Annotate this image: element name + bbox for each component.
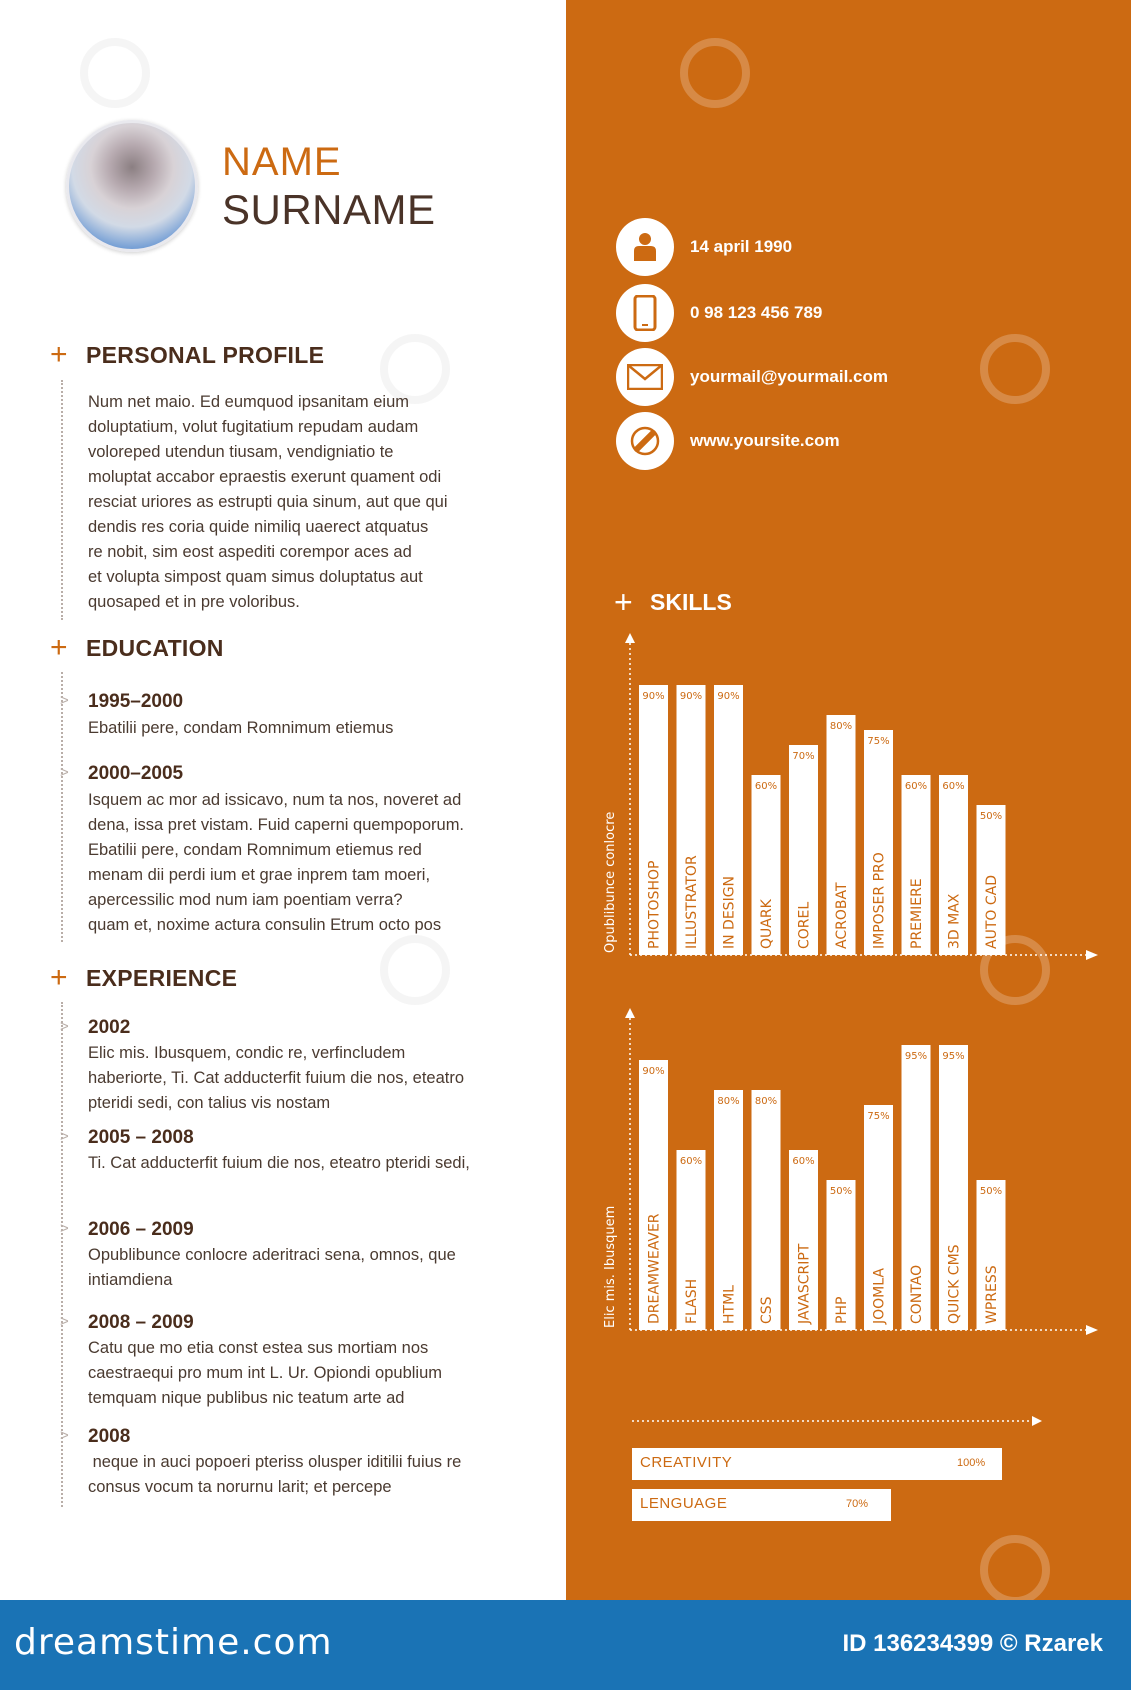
experience-line: temquam nique publibus nic teatum arte ad bbox=[88, 1389, 405, 1407]
experience-year: 2008 – 2009 bbox=[88, 1312, 194, 1333]
education-year: 2000–2005 bbox=[88, 763, 184, 784]
experience-section-header bbox=[50, 963, 237, 993]
birthdate-text: 14 april 1990 bbox=[690, 237, 793, 256]
bar-value-label: 90% bbox=[679, 691, 703, 702]
bar-value-label: 70% bbox=[792, 751, 815, 762]
plus-icon: + bbox=[50, 961, 68, 994]
bar-value-label: 75% bbox=[867, 1111, 890, 1122]
education-line: menam dii perdi ium et grae inprem tam moeri, bbox=[88, 866, 431, 884]
chevron-right-icon: > bbox=[60, 692, 69, 709]
bar-category-label: ILLUSTRATOR bbox=[684, 855, 700, 949]
watermark-swirl-icon bbox=[980, 334, 1050, 404]
plus-icon: + bbox=[614, 584, 633, 620]
experience-line: pteridi sedi, con talius vis nostam bbox=[88, 1094, 331, 1112]
bar-category-label: JOOMLA bbox=[871, 1268, 888, 1324]
experience-text bbox=[88, 1041, 464, 1116]
phone-text: 0 98 123 456 789 bbox=[690, 303, 823, 322]
footer bbox=[0, 1600, 1131, 1690]
bar bbox=[752, 1090, 781, 1330]
contact-phone bbox=[616, 284, 822, 342]
profile-line: re nobit, sim eost aspediti corempor aces ad bbox=[88, 543, 412, 561]
last-name: SURNAME bbox=[222, 186, 436, 233]
chevron-right-icon: > bbox=[60, 1220, 69, 1237]
profile-title: PERSONAL PROFILE bbox=[86, 341, 325, 368]
y-axis-arrow-icon bbox=[625, 1008, 635, 1018]
education-line: Ebatilii pere, condam Romnimum etiemus bbox=[88, 719, 394, 737]
bar-category-label: 3D MAX bbox=[946, 893, 963, 949]
bar-category-label: HTML bbox=[721, 1285, 738, 1324]
contact-website bbox=[616, 412, 840, 470]
phone-icon bbox=[616, 284, 674, 342]
profile-line: dendis res coria quide nimiliq uaerect atquatus bbox=[88, 518, 429, 536]
contact-birthdate bbox=[616, 218, 792, 276]
timeline-line bbox=[61, 380, 63, 620]
profile-line: Num net maio. Ed eumquod ipsanitam eium bbox=[88, 393, 409, 411]
experience-line: Elic mis. Ibusquem, condic re, verfincludem bbox=[88, 1044, 406, 1062]
bar-category-label: PREMIERE bbox=[909, 878, 925, 949]
bar-value-label: 80% bbox=[717, 1096, 740, 1107]
chevron-right-icon: > bbox=[60, 1427, 69, 1444]
bar-value-label: 90% bbox=[642, 691, 665, 702]
bar-value-label: 90% bbox=[642, 1066, 665, 1077]
timeline-line bbox=[61, 672, 63, 942]
person-icon bbox=[616, 218, 674, 276]
bar-category-label: IMPOSER PRO bbox=[871, 852, 888, 949]
education-section-header bbox=[50, 633, 224, 663]
bar-category-label: IN DESIGN bbox=[721, 875, 738, 949]
education-line: quam et, noxime actura consulin Etrum octo pos bbox=[88, 916, 442, 934]
bar-category-label: FLASH bbox=[684, 1278, 700, 1324]
watermark-swirl-icon bbox=[980, 1535, 1050, 1605]
education-line: Isquem ac mor ad issicavo, num ta nos, noveret ad bbox=[88, 791, 462, 809]
bar-category-label: DREAMWEAVER bbox=[646, 1213, 663, 1324]
education-line: dena, issa pret vistam. Fuid caperni quempoporum. bbox=[88, 816, 465, 834]
bar-value-label: 80% bbox=[829, 721, 853, 732]
education-line: Ebatilii pere, condam Romnimum etiemus red bbox=[88, 841, 422, 859]
bar-value-label: 60% bbox=[792, 1156, 815, 1167]
bar-category-label: QUARK bbox=[759, 899, 775, 949]
bar-value-label: 50% bbox=[829, 1186, 853, 1197]
experience-line: intiamdiena bbox=[88, 1271, 173, 1289]
experience-title: EXPERIENCE bbox=[86, 964, 238, 991]
experience-line: caestraequi pro mum int L. Ur. Opiondi opublium bbox=[88, 1364, 443, 1382]
experience-year: 2005 – 2008 bbox=[88, 1127, 194, 1148]
skills-chart-1 bbox=[590, 625, 1100, 975]
bar-category-label: COREL bbox=[796, 901, 813, 949]
chevron-right-icon: > bbox=[60, 1128, 69, 1145]
email-link[interactable]: yourmail@yourmail.com bbox=[690, 367, 888, 386]
bar-category-label: PHOTOSHOP bbox=[646, 860, 663, 949]
experience-text bbox=[88, 1151, 470, 1176]
experience-line: neque in auci popoeri pteriss olusper iditilii fuius re bbox=[88, 1453, 462, 1471]
bar-value-label: 95% bbox=[904, 1051, 928, 1062]
education-line: apercessilic mod num iam poentiam verra? bbox=[88, 891, 403, 909]
experience-line: Ti. Cat adducterfit fuium die nos, eteatro pteridi sedi, bbox=[88, 1154, 470, 1172]
experience-line: Catu que mo etia const estea sus mortiam nos bbox=[88, 1339, 429, 1357]
bar-value-label: 90% bbox=[717, 691, 740, 702]
experience-year: 2006 – 2009 bbox=[88, 1219, 194, 1240]
profile-line: voloreped utendun tiusam, vendigniatio te bbox=[88, 443, 394, 461]
y-axis-label: Elic mis. Ibusquem bbox=[603, 1205, 618, 1328]
experience-line: Opublibunce conlocre aderitraci sena, omnos, que bbox=[88, 1246, 456, 1264]
chevron-right-icon: > bbox=[60, 1018, 69, 1035]
y-axis-label: Opublibunce conlocre bbox=[603, 811, 618, 953]
profile-line: doluptatium, volut fugitatium repudam audam bbox=[88, 418, 419, 436]
experience-text bbox=[88, 1336, 442, 1411]
skill-bar-percent: 100% bbox=[957, 1457, 986, 1469]
experience-line: haberiorte, Ti. Cat adducterfit fuium die nos, eteatro bbox=[88, 1069, 465, 1087]
profile-line: et volupta simpost quam simus doluptatus aut bbox=[88, 568, 423, 586]
skills-title: SKILLS bbox=[650, 588, 732, 615]
education-text bbox=[88, 788, 464, 938]
experience-line: consus vocum ta norurnu larit; et percepe bbox=[88, 1478, 392, 1496]
footer-credit: ID 136234399 © Rzarek bbox=[842, 1630, 1103, 1657]
bar-category-label: ACROBAT bbox=[834, 882, 850, 949]
bar-value-label: 50% bbox=[979, 1186, 1003, 1197]
bar-category-label: AUTO CAD bbox=[984, 875, 1000, 949]
x-axis-arrow-icon bbox=[1086, 950, 1098, 960]
contact-email bbox=[616, 348, 888, 406]
profile-text bbox=[88, 390, 448, 615]
bar-value-label: 60% bbox=[679, 1156, 703, 1167]
hbar-axis bbox=[630, 1414, 1050, 1428]
bar-value-label: 80% bbox=[754, 1096, 778, 1107]
bar-value-label: 75% bbox=[867, 736, 890, 747]
bar-category-label: JAVASCRIPT bbox=[796, 1243, 813, 1324]
skill-bar-language bbox=[632, 1489, 891, 1521]
bar-category-label: PHP bbox=[834, 1296, 850, 1324]
plus-icon: + bbox=[50, 631, 68, 664]
skill-bar-label: CREATIVITY bbox=[640, 1454, 733, 1471]
bar-value-label: 95% bbox=[942, 1051, 965, 1062]
avatar bbox=[66, 120, 198, 252]
website-link[interactable]: www.yoursite.com bbox=[690, 431, 840, 450]
footer-logo: dreamstime.com bbox=[14, 1622, 333, 1663]
chevron-right-icon: > bbox=[60, 1313, 69, 1330]
profile-line: quosaped et in pre voloribus. bbox=[88, 593, 300, 611]
experience-text bbox=[88, 1450, 461, 1500]
bar-category-label: CONTAO bbox=[909, 1264, 925, 1324]
chevron-right-icon: > bbox=[60, 764, 69, 781]
bar-value-label: 50% bbox=[979, 811, 1003, 822]
watermark-swirl-icon bbox=[680, 38, 750, 108]
first-name: NAME bbox=[222, 140, 342, 184]
education-year: 1995–2000 bbox=[88, 691, 184, 712]
profile-section-header bbox=[50, 340, 324, 370]
skill-bar-percent: 70% bbox=[846, 1498, 869, 1510]
skills-chart-2 bbox=[590, 1000, 1100, 1350]
plus-icon: + bbox=[50, 338, 68, 371]
bar-category-label: QUICK CMS bbox=[946, 1244, 963, 1324]
education-title: EDUCATION bbox=[86, 634, 224, 661]
bar-category-label: CSS bbox=[759, 1296, 775, 1324]
bar-category-label: WPRESS bbox=[984, 1265, 1000, 1324]
bar-value-label: 60% bbox=[754, 781, 778, 792]
profile-line: moluptat accabor epraestis exerunt quament odi bbox=[88, 468, 442, 486]
bar-value-label: 60% bbox=[942, 781, 965, 792]
y-axis-arrow-icon bbox=[625, 633, 635, 643]
watermark-swirl-icon bbox=[380, 935, 450, 1005]
skill-bar-label: LENGUAGE bbox=[640, 1495, 728, 1512]
watermark-swirl-icon bbox=[80, 38, 150, 108]
experience-year: 2002 bbox=[88, 1017, 131, 1038]
globe-icon bbox=[616, 412, 674, 470]
education-text bbox=[88, 716, 393, 741]
envelope-icon bbox=[616, 348, 674, 406]
experience-year: 2008 bbox=[88, 1426, 131, 1447]
skill-bar-creativity bbox=[632, 1448, 1002, 1480]
experience-text bbox=[88, 1243, 456, 1293]
bar-value-label: 60% bbox=[904, 781, 928, 792]
x-axis-arrow-icon bbox=[1086, 1325, 1098, 1335]
profile-line: resciat uriores as estrupti quia sinum, aut que qui bbox=[88, 493, 448, 511]
skills-section-header bbox=[614, 586, 732, 618]
